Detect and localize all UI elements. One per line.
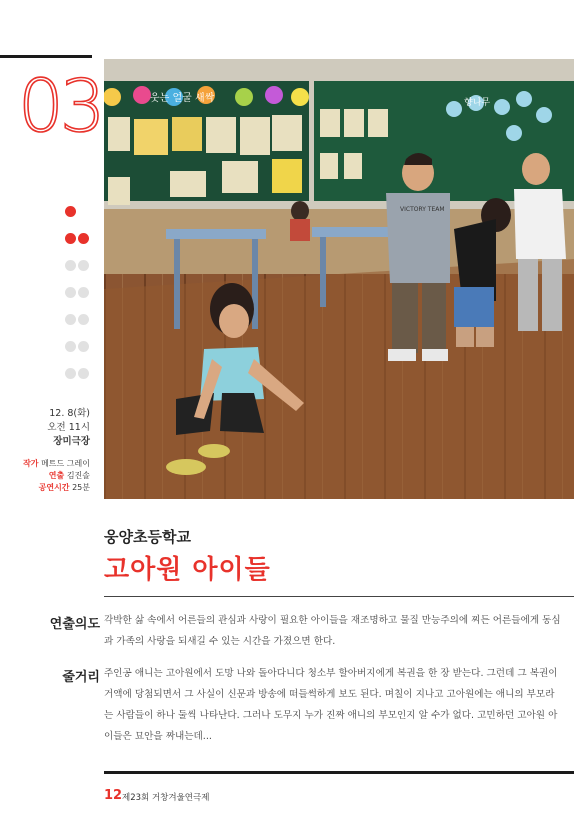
dot-empty	[78, 260, 89, 271]
dot-filled	[65, 206, 76, 217]
credit-runtime: 공연시간 25분	[38, 483, 90, 492]
dot-empty	[65, 368, 76, 379]
schedule-block	[47, 407, 90, 449]
synopsis-label: 줄거리	[62, 670, 100, 685]
credit-writer: 작가 메트드 그레이	[23, 459, 90, 468]
bottom-rule	[104, 771, 574, 774]
dot-empty	[78, 368, 89, 379]
intent-label: 연출의도	[49, 617, 100, 632]
intent-text: 각박한 삶 속에서 어른들의 관심과 사랑이 필요한 아이들을 재조명하고 물질 만능주의에 찌든 어른들에게 동심과 가족의 사랑을 되새길 수 있는 시간을 가졌으면 한다.	[104, 615, 561, 647]
synopsis-text: 주인공 애니는 고아원에서 도망 나와 돌아다니다 청소부 할아버지에게 복권을 한 장 받는다. 그런데 그 복권이 거액에 당첨되면서 그 사실이 신문과 방송에 떠들썩하게 보도 된다. 며칠이 지나고 고아원에는 애니의 부모라는 사람들이 하나 둘씩 나타난다. 그러나 도무지 누가 진짜 애니의 부모인지 알 수가 없다. 고민하던 고아원 아이들은 묘안을 짜내는데...	[104, 668, 558, 742]
credits-block	[23, 458, 90, 494]
classroom-photo	[104, 59, 574, 499]
school-name: 웅양초등학교	[104, 528, 191, 546]
performance-date: 12. 8(화)	[49, 408, 90, 419]
dot-empty	[65, 341, 76, 352]
title-rule	[104, 596, 574, 597]
progress-dots	[63, 206, 99, 395]
dot-empty	[78, 287, 89, 298]
dot-empty	[78, 314, 89, 325]
dot-empty	[65, 314, 76, 325]
section-number: 03	[18, 64, 102, 148]
top-rule	[0, 55, 92, 58]
performance-time: 오전 11시	[47, 422, 90, 433]
dot-filled	[78, 233, 89, 244]
credit-director: 연출 김진솔	[48, 471, 90, 480]
photo-banner-text: 웃는 얼굴 새싹	[150, 93, 215, 104]
dot-filled	[65, 233, 76, 244]
photo-shirt-text: VICTORY TEAM	[400, 206, 445, 213]
dot-empty	[78, 341, 89, 352]
dot-empty	[65, 287, 76, 298]
publication-name: 제23회 거창겨울연극제	[122, 793, 210, 803]
photo-board-text: 향나무	[464, 98, 491, 108]
performance-venue: 장미극장	[53, 436, 90, 447]
play-title: 고아원 아이들	[104, 555, 271, 585]
dot-empty	[65, 260, 76, 271]
page-number: 12	[104, 788, 123, 803]
